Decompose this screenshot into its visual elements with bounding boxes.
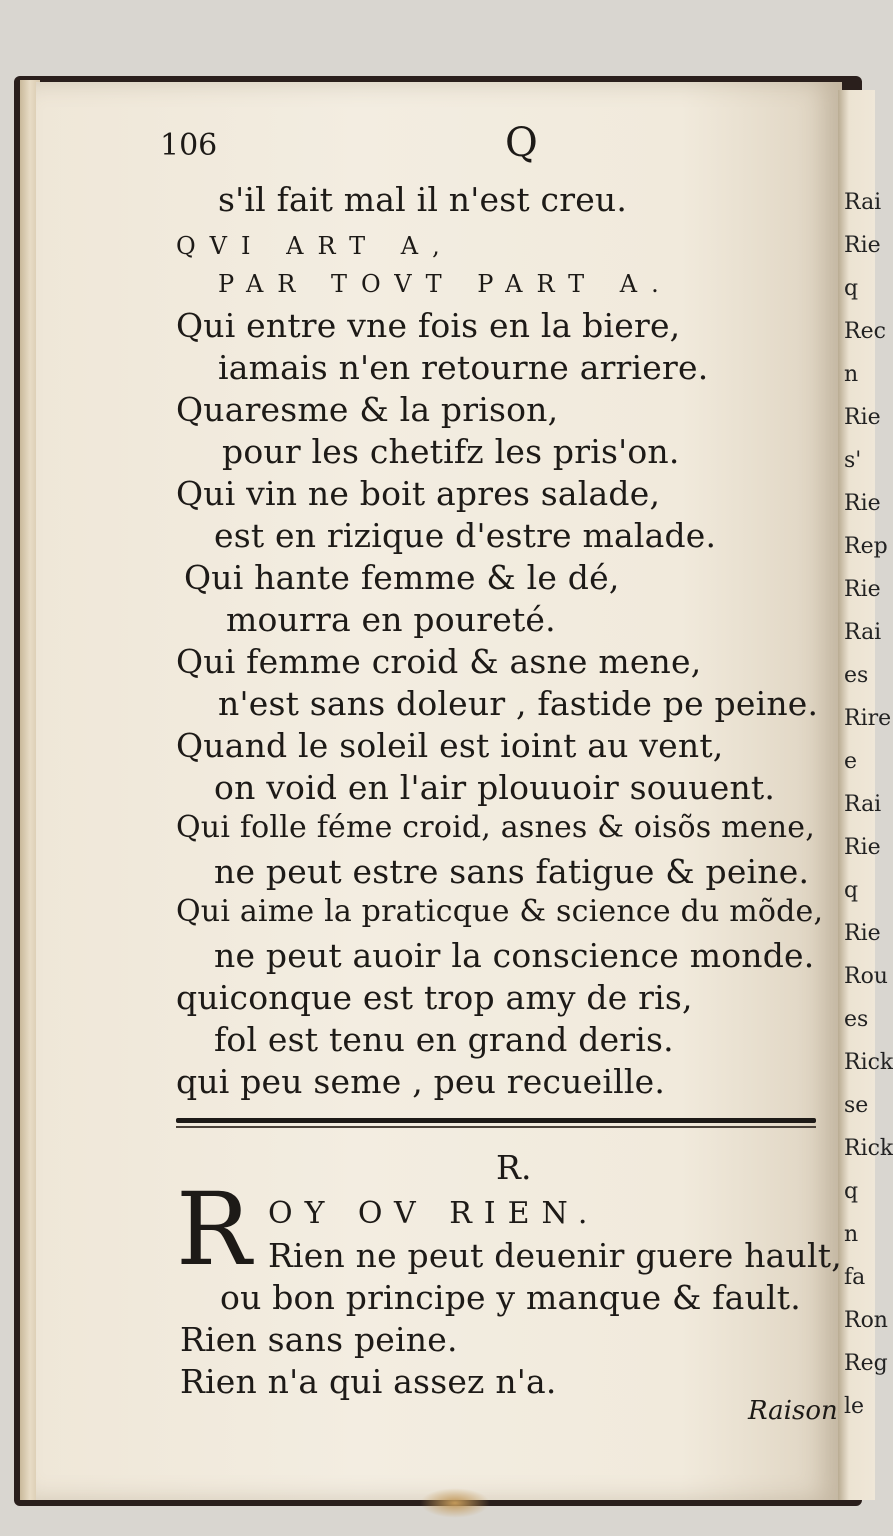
text-line: Qui hante femme & le dé, bbox=[184, 558, 620, 597]
text-line: Qui femme croid & asne mene, bbox=[176, 642, 702, 681]
text-line: Qui entre vne fois en la biere, bbox=[176, 306, 681, 345]
next-page-fragment: Rou bbox=[844, 964, 888, 989]
proverb-heading: PAR TOVT PART A. bbox=[218, 270, 673, 298]
next-page-fragment: Rie bbox=[844, 405, 881, 430]
drop-cap: R bbox=[176, 1171, 252, 1288]
next-page-fragment: se bbox=[844, 1093, 869, 1118]
text-line: Qui folle féme croid, asnes & oisõs mene, bbox=[176, 810, 815, 845]
catchword: Raison bbox=[748, 1396, 838, 1426]
section-rule-thin bbox=[176, 1126, 816, 1128]
section-title: OY OV RIEN. bbox=[268, 1196, 600, 1231]
next-page-fragment: s' bbox=[844, 448, 862, 473]
text-line: quiconque est trop amy de ris, bbox=[176, 978, 693, 1017]
next-page-fragment: Ron bbox=[844, 1308, 888, 1333]
text-line: est en rizique d'estre malade. bbox=[214, 516, 717, 555]
next-page-fragment: Rai bbox=[844, 190, 882, 215]
next-page-fragment: Rire bbox=[844, 706, 892, 731]
next-page-fragment: Rick bbox=[844, 1050, 893, 1075]
next-page-fragment: Rai bbox=[844, 792, 882, 817]
text-line: Rien n'a qui assez n'a. bbox=[180, 1362, 557, 1401]
text-line: ou bon principe y manque & fault. bbox=[220, 1278, 801, 1317]
next-page-strip bbox=[838, 90, 893, 1500]
proverb-heading: QVI ART A, bbox=[176, 232, 454, 260]
next-page-fragment: Rie bbox=[844, 233, 881, 258]
text-line: mourra en poureté. bbox=[226, 600, 556, 639]
text-line: pour les chetifz les pris'on. bbox=[222, 432, 680, 471]
page-number: 106 bbox=[160, 128, 218, 163]
next-page-fragment: Rep bbox=[844, 534, 888, 559]
next-page-fragment: Rie bbox=[844, 491, 881, 516]
next-page-fragment: Reg bbox=[844, 1351, 888, 1376]
text-line: Qui aime la praticque & science du mõde, bbox=[176, 894, 824, 929]
text-line: on void en l'air plouuoir souuent. bbox=[214, 768, 776, 807]
next-page-fragment: Rie bbox=[844, 577, 881, 602]
next-page-fragment: fa bbox=[844, 1265, 866, 1290]
next-page-fragment: le bbox=[844, 1394, 865, 1419]
next-page-fragment: Rie bbox=[844, 835, 881, 860]
next-page-fragment: Rie bbox=[844, 921, 881, 946]
next-page-fragment: Rai bbox=[844, 620, 882, 645]
text-line: n'est sans doleur , fastide pe peine. bbox=[218, 684, 819, 723]
next-page-fragment: Rec bbox=[844, 319, 886, 344]
next-page-fragment: q bbox=[844, 276, 859, 301]
page-header-letter: Q bbox=[505, 120, 538, 166]
next-page-fragment: es bbox=[844, 1007, 869, 1032]
text-line: iamais n'en retourne arriere. bbox=[218, 348, 709, 387]
next-page-fragment: e bbox=[844, 749, 858, 774]
next-page-fragment: q bbox=[844, 878, 859, 903]
text-line: Quaresme & la prison, bbox=[176, 390, 559, 429]
next-page-fragment: n bbox=[844, 1222, 859, 1247]
text-line: qui peu seme , peu recueille. bbox=[176, 1062, 666, 1101]
text-line: Rien ne peut deuenir guere hault, bbox=[268, 1236, 842, 1275]
section-letter: R. bbox=[496, 1148, 532, 1187]
text-line: Qui vin ne boit apres salade, bbox=[176, 474, 661, 513]
next-page-fragment: n bbox=[844, 362, 859, 387]
text-line: fol est tenu en grand deris. bbox=[214, 1020, 674, 1059]
next-page-fragment: es bbox=[844, 663, 869, 688]
section-rule bbox=[176, 1118, 816, 1123]
paper-stain bbox=[420, 1488, 490, 1518]
text-line: ne peut estre sans fatigue & peine. bbox=[214, 852, 810, 891]
text-line: ne peut auoir la conscience monde. bbox=[214, 936, 815, 975]
text-line: s'il fait mal il n'est creu. bbox=[218, 180, 628, 219]
next-page-fragment: Rick bbox=[844, 1136, 893, 1161]
next-page-fragment: q bbox=[844, 1179, 859, 1204]
text-line: Quand le soleil est ioint au vent, bbox=[176, 726, 724, 765]
text-line: Rien sans peine. bbox=[180, 1320, 458, 1359]
